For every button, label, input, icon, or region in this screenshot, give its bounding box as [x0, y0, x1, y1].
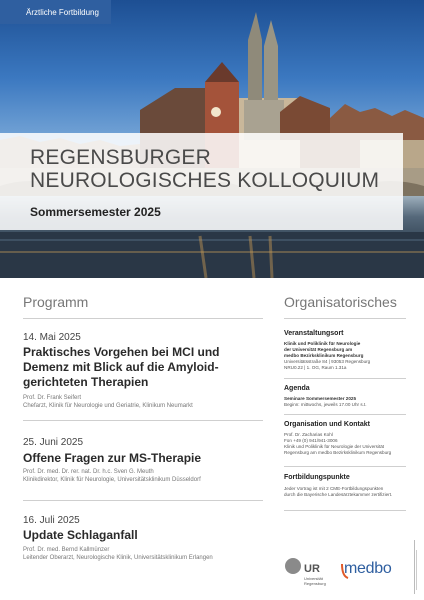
ur-logo-text: Universität: [304, 576, 323, 581]
talk-3-title: Update Schlaganfall: [23, 528, 138, 542]
ur-logo-text: Regensburg: [304, 581, 326, 586]
agenda-line: Seminare Sommersemester 2025: [284, 396, 357, 401]
contact-line: Fon +49 (0) 941/941-3006: [284, 438, 338, 443]
cme-line: Jeder Vortrag ist mit 2 CME-Fortbildungspunkten: [284, 486, 384, 491]
contact-heading: Organisation und Kontakt: [284, 421, 370, 428]
talk-3-date: 16. Juli 2025: [23, 515, 80, 526]
cme-heading: Fortbildungspunkte: [284, 474, 350, 481]
venue-line: Universitätsstraße 84 | 93053 Regensburg: [284, 359, 371, 364]
venue-line: medbo Bezirksklinikum Regensburg: [284, 353, 364, 358]
talk-2-date: 25. Juni 2025: [23, 437, 84, 448]
contact-line: Prof. Dr. Zacharias Kohl: [284, 432, 333, 437]
org-divider: [284, 510, 406, 511]
ur-logo-icon: [284, 554, 329, 592]
org-divider: [284, 414, 406, 415]
event-title-line2: NEUROLOGISCHES KOLLOQUIUM: [30, 169, 380, 192]
category-badge: Ärztliche Fortbildung: [0, 0, 111, 24]
event-title-line1: REGENSBURGER: [30, 146, 211, 169]
program-heading: Programm: [23, 294, 89, 310]
org-divider: [284, 466, 406, 467]
talk-3-affiliation: Leitender Oberarzt, Neurologische Klinik, Universitätsklinikum Erlangen: [23, 555, 213, 561]
agenda-line: Beginn: mittwochs, jeweils 17.00 Uhr s.t.: [284, 402, 367, 407]
talk-1-affiliation: Chefarzt, Klinik für Neurologie und Geriatrie, Klinikum Neumarkt: [23, 403, 193, 409]
talk-1-title: Praktisches Vorgehen bei MCI und Demenz mit Blick auf die Amyloid-gerichteten Therapien: [23, 345, 220, 389]
org-heading: Organisatorisches: [284, 294, 397, 310]
semester-subtitle: Sommersemester 2025: [30, 205, 161, 219]
university-regensburg-logo: [284, 554, 329, 592]
legal-microtext: [411, 540, 419, 594]
talk-2-title: Offene Fragen zur MS-Therapie: [23, 451, 202, 465]
contact-line: Klinik und Poliklinik für Neurologie der Universität: [284, 444, 385, 449]
talk-1-date: 14. Mai 2025: [23, 332, 81, 343]
talk-divider: [23, 420, 263, 421]
venue-heading: Veranstaltungsort: [284, 330, 344, 337]
medbo-logo-text: medbo: [344, 560, 392, 577]
svg-text:UR: UR: [304, 563, 320, 575]
talk-2-speaker: Prof. Dr. med. Dr. rer. nat. Dr. h.c. Sven G. Meuth: [23, 469, 154, 475]
talk-1-speaker: Prof. Dr. Frank Seifert: [23, 395, 82, 401]
contact-line: Regensburg am medbo Bezirksklinikum Regensburg: [284, 450, 392, 455]
talk-divider: [23, 500, 263, 501]
program-divider: [23, 318, 263, 319]
talk-3-speaker: Prof. Dr. med. Bernd Kallmünzer: [23, 547, 110, 553]
venue-line: NRU0.22 | 1. OG, Raum 1.31a: [284, 365, 347, 370]
event-title: [30, 146, 379, 192]
org-divider: [284, 318, 406, 319]
venue-line: der Universität Regensburg am: [284, 347, 353, 352]
cme-line: durch die Bayerische Landesärztekammer zertifiziert.: [284, 492, 393, 497]
agenda-heading: Agenda: [284, 385, 310, 392]
org-divider: [284, 378, 406, 379]
talk-2-affiliation: Klinikdirektor, Klinik für Neurologie, Universitätsklinikum Düsseldorf: [23, 477, 201, 483]
venue-line: Klinik und Poliklinik für Neurologie: [284, 341, 361, 346]
